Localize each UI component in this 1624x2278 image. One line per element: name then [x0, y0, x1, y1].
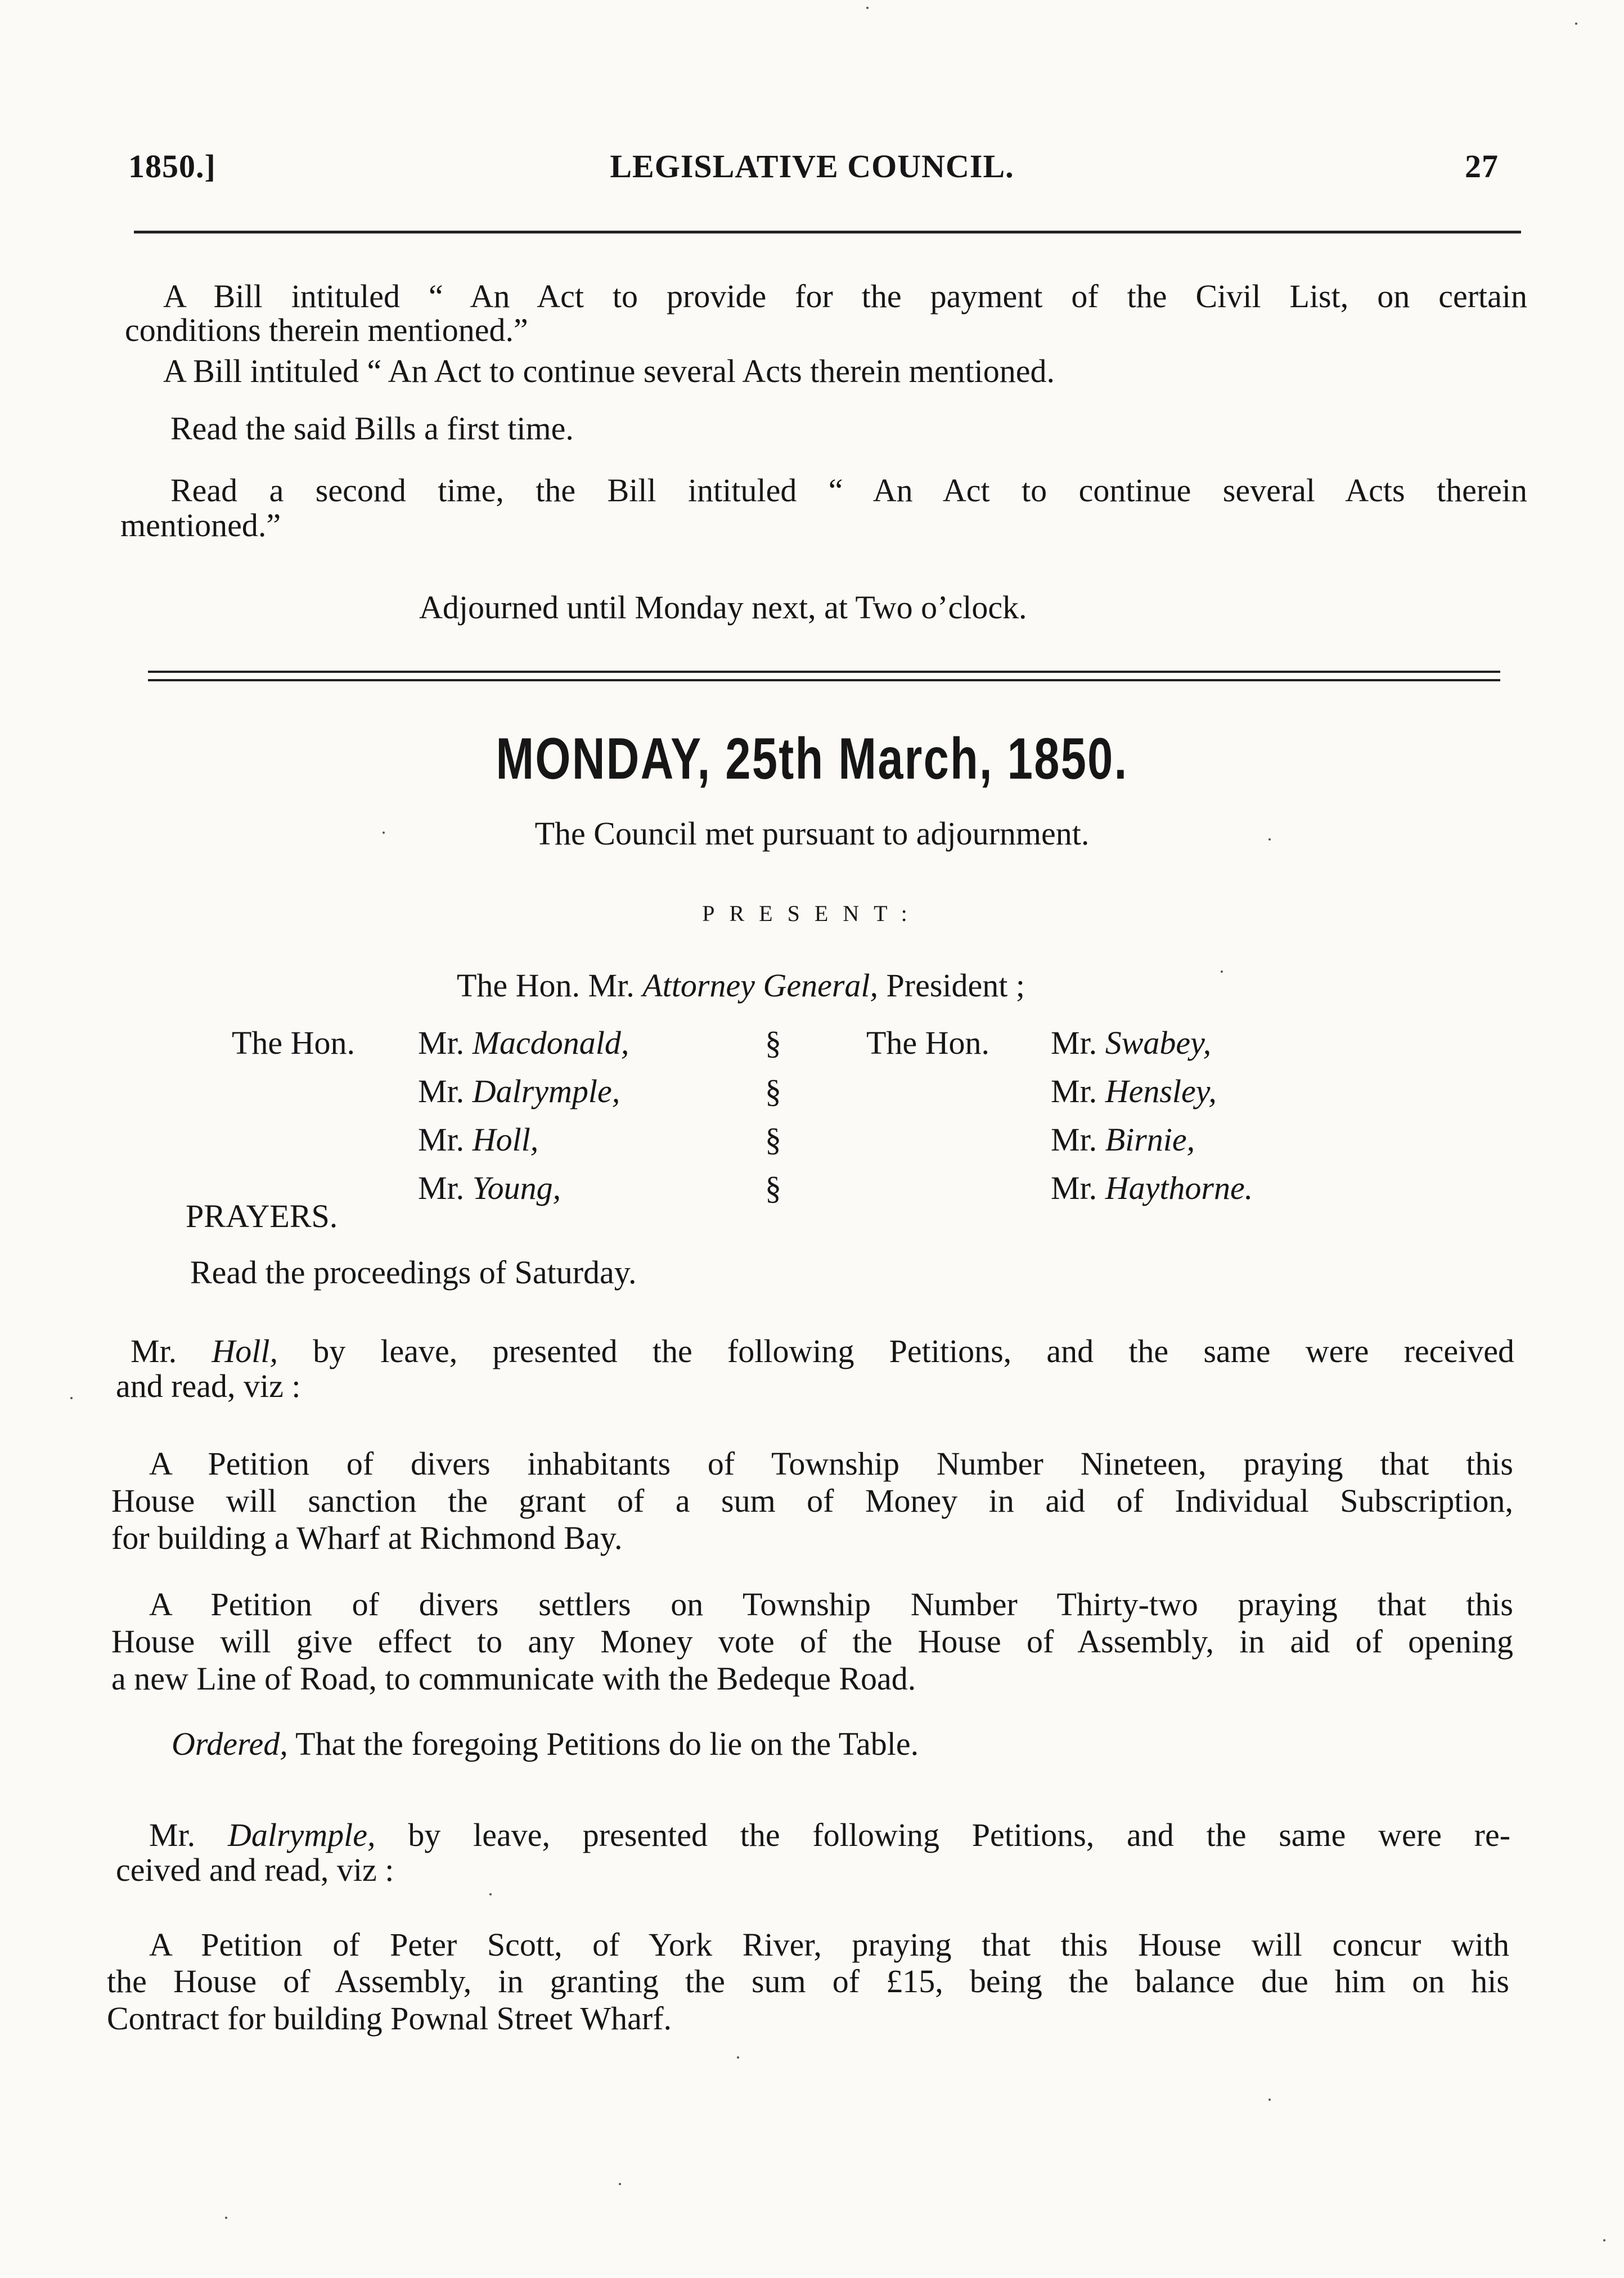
print-speck [489, 1893, 492, 1895]
print-speck [1221, 970, 1223, 973]
print-speck [1575, 23, 1577, 25]
print-speck [619, 2183, 621, 2185]
petition-2-line-3: a new Line of Road, to communicate with the Bedeque Road. [111, 1660, 916, 1697]
president-name: Attorney General, [642, 967, 879, 1004]
right-prefix: The Hon. [866, 1025, 990, 1061]
petition-3-line-1: A Petition of Peter Scott, of York River, praying that this House will concur with [149, 1926, 1509, 1963]
member-right-3: Mr. Birnie, [1051, 1121, 1195, 1158]
member-left-1: Mr. Macdonald, [418, 1025, 629, 1061]
petition-1-line-2: House will sanction the grant of a sum of Money in aid of Individual Subscription, [111, 1482, 1513, 1519]
bill-1-line-2: conditions therein mentioned.” [125, 312, 528, 348]
section-mark-2: § [765, 1073, 781, 1109]
bill-1-line-1: A Bill intituled “ An Act to provide for the payment of the Civil List, on certain [163, 278, 1527, 314]
ordered-note: Ordered, That the foregoing Petitions do lie on the Table. [172, 1726, 919, 1762]
read-first-time: Read the said Bills a first time. [170, 410, 574, 447]
president-line [457, 968, 1025, 1004]
header-rule [134, 231, 1521, 233]
holl-petitions-line-2: and read, viz : [116, 1368, 301, 1404]
print-speck [737, 2056, 739, 2059]
dalrymple-petitions-line-2: ceived and read, viz : [116, 1852, 394, 1888]
petition-3-line-3: Contract for building Pownal Street Wharf. [107, 2000, 672, 2037]
print-speck [866, 7, 869, 9]
print-speck [225, 2217, 227, 2219]
member-right-1: Mr. Swabey, [1051, 1025, 1212, 1061]
member-left-4: Mr. Young, [418, 1170, 561, 1206]
member-left-3: Mr. Holl, [418, 1121, 539, 1158]
print-speck [1268, 2099, 1271, 2101]
prayers: PRAYERS. [186, 1198, 338, 1234]
petition-2-line-1: A Petition of divers settlers on Township Number Thirty-two praying that this [149, 1586, 1513, 1623]
petition-2-line-2: House will give effect to any Money vote of the House of Assembly, in aid of opening [111, 1623, 1513, 1660]
section-mark-3: § [765, 1121, 781, 1158]
petition-1-line-1: A Petition of divers inhabitants of Township Number Nineteen, praying that this [149, 1445, 1513, 1482]
read-second-time-line-1: Read a second time, the Bill intituled “ An Act to continue several Acts therein [170, 472, 1527, 509]
adjourned-note: Adjourned until Monday next, at Two o’clock. [419, 589, 1027, 626]
left-prefix: The Hon. [232, 1025, 356, 1061]
print-speck [1603, 2239, 1605, 2241]
session-heading: MONDAY, 25th March, 1850. [496, 726, 1128, 792]
read-proceedings: Read the proceedings of Saturday. [190, 1254, 637, 1291]
holl-petitions-line-1: Mr. Holl, by leave, presented the following Petitions, and the same were received [131, 1333, 1515, 1369]
council-met: The Council met pursuant to adjournment. [534, 815, 1090, 852]
read-second-time-line-2: mentioned.” [120, 507, 281, 543]
bill-2: A Bill intituled “ An Act to continue several Acts therein mentioned. [163, 353, 1055, 389]
president-suffix: President ; [886, 967, 1025, 1004]
president-prefix: The Hon. Mr. [457, 967, 635, 1004]
print-speck [383, 832, 385, 834]
petition-1-line-3: for building a Wharf at Richmond Bay. [111, 1520, 623, 1556]
header-title: LEGISLATIVE COUNCIL. [610, 148, 1014, 185]
present-label: PRESENT: [702, 901, 922, 926]
header-year: 1850.] [128, 148, 216, 185]
member-left-2: Mr. Dalrymple, [418, 1073, 620, 1109]
print-speck [1268, 838, 1271, 841]
header-page-number: 27 [1465, 148, 1499, 185]
section-double-rule-bottom [148, 679, 1500, 681]
petition-3-line-2: the House of Assembly, in granting the sum of £15, being the balance due him on his [107, 1963, 1509, 2000]
print-speck [70, 1397, 73, 1399]
member-right-4: Mr. Haythorne. [1051, 1170, 1253, 1206]
dalrymple-petitions-line-1: Mr. Dalrymple, by leave, presented the following Petitions, and the same were re- [149, 1817, 1511, 1853]
member-right-2: Mr. Hensley, [1051, 1073, 1217, 1109]
section-mark-4: § [765, 1170, 781, 1206]
section-mark-1: § [765, 1025, 781, 1061]
section-double-rule-top [148, 671, 1500, 673]
